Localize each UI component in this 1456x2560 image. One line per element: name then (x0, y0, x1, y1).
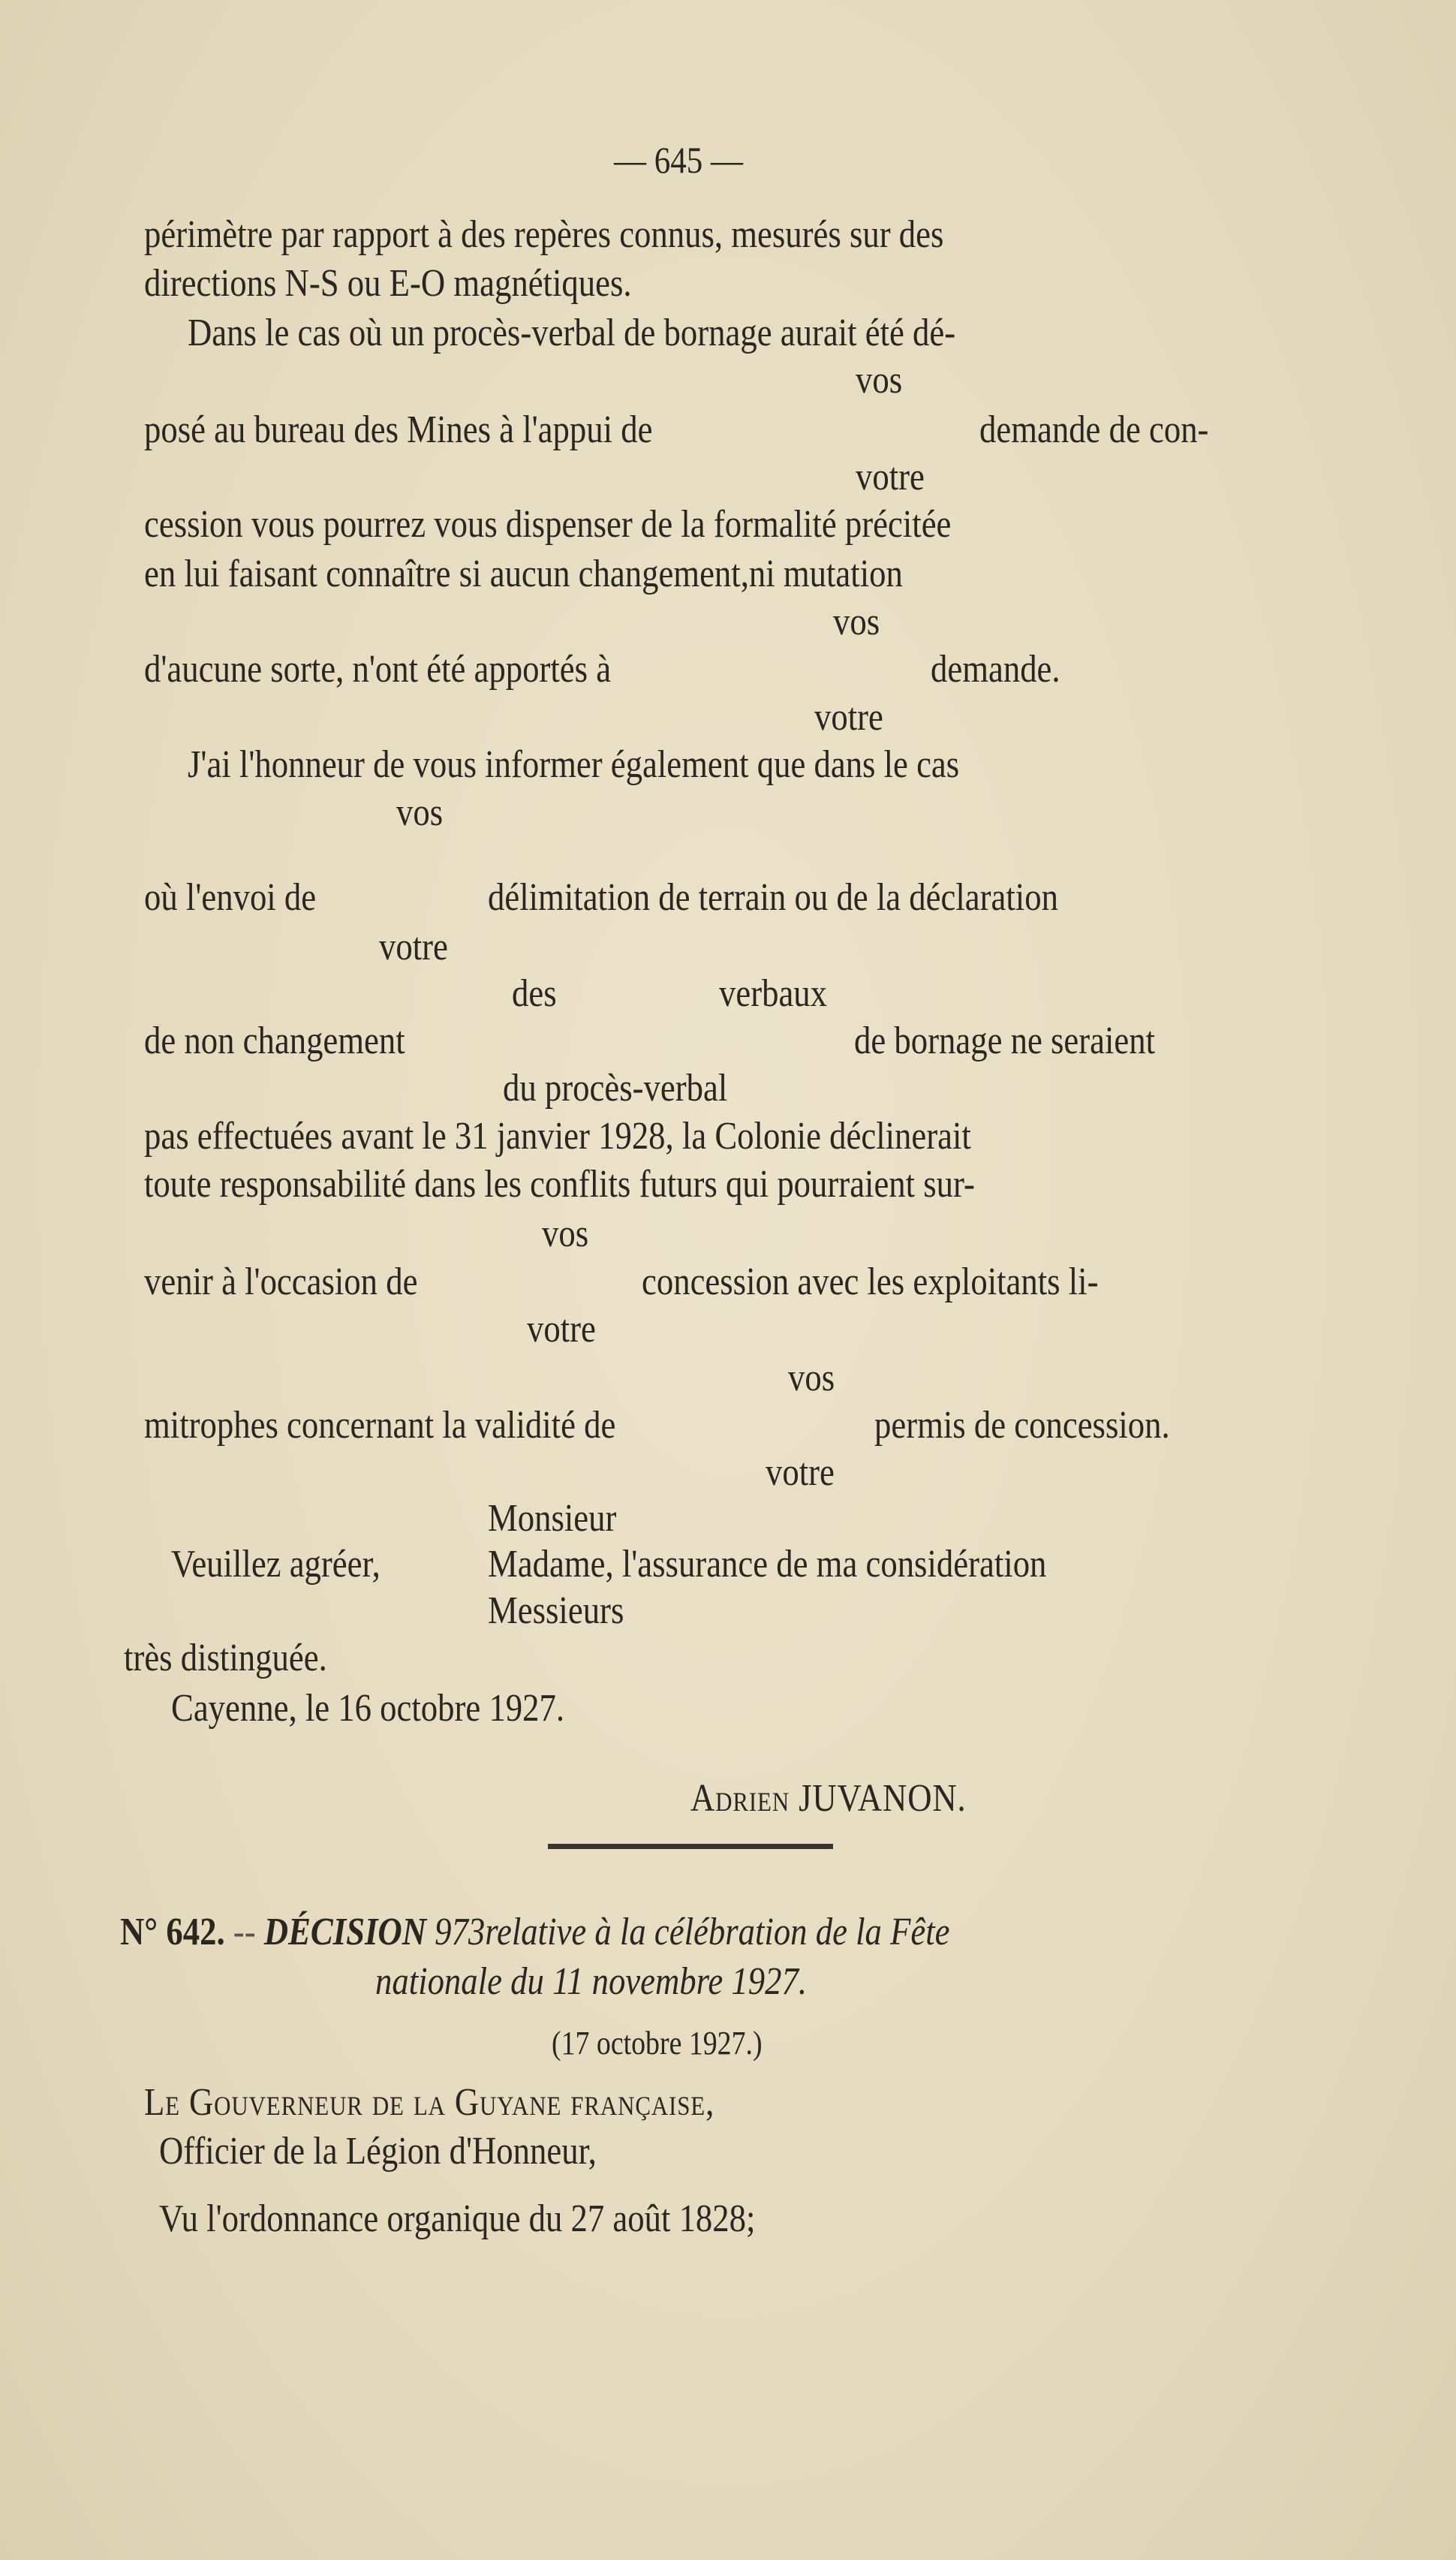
variant-singular: votre (766, 1451, 835, 1494)
heading-dash: -- (233, 1911, 256, 1953)
decision-title-line2: nationale du 11 novembre 1927. (375, 1960, 808, 2003)
decision-title-word: DÉCISION (263, 1911, 427, 1953)
decision-heading (120, 1913, 950, 1952)
variant-singular: votre (379, 926, 448, 968)
text-line: toute responsabilité dans les conflits futurs qui pourraient sur- (144, 1163, 975, 1206)
text-line-start: posé au bureau des Mines à l'appui de (144, 408, 653, 451)
date-line: Cayenne, le 16 octobre 1927. (171, 1687, 565, 1730)
text-line: Dans le cas où un procès-verbal de bornage aurait été dé- (188, 312, 956, 354)
variant-plural: vos (788, 1357, 835, 1399)
text-line-start: mitrophes concernant la validité de (144, 1404, 616, 1447)
text-line-start: venir à l'occasion de (144, 1260, 418, 1303)
text-line: cession vous pourrez vous dispenser de la formalité précitée (144, 503, 952, 546)
variant-plural: vos (396, 791, 444, 834)
variant-singular: votre (527, 1308, 596, 1351)
variant-plural: vos (542, 1212, 589, 1255)
text-line-start: où l'envoi de (144, 876, 317, 919)
variant-singular: du procès-verbal (503, 1067, 728, 1110)
decision-number: N° 642. (120, 1911, 225, 1953)
variant-monsieur: Monsieur (488, 1497, 617, 1540)
text-line-end: demande de con- (979, 408, 1209, 451)
text-line-end: permis de concession. (874, 1404, 1170, 1447)
text-line-start: de non changement (144, 1019, 405, 1062)
variant-plural: verbaux (719, 972, 828, 1015)
text-line-content: périmètre par rapport à des repères connus, mesurés sur des (144, 213, 944, 256)
text-line-end: délimitation de terrain ou de la déclaration (488, 876, 1058, 919)
decision-date: (17 octobre 1927.) (552, 2025, 763, 2062)
text-line-start: Veuillez agréer, (171, 1543, 381, 1586)
vu-line: Vu l'ordonnance organique du 27 août 1828; (159, 2197, 756, 2240)
text-line (144, 215, 1299, 254)
text-line: pas effectuées avant le 31 janvier 1928, la Colonie déclinerait (144, 1115, 971, 1158)
text-line-start: d'aucune sorte, n'ont été apportés à (144, 648, 612, 691)
governor-line: Le Gouverneur de la Guyane française, (144, 2081, 715, 2124)
variant-plural: vos (856, 359, 903, 402)
text-line: très distinguée. (124, 1637, 327, 1679)
section-divider (548, 1844, 833, 1849)
variant-singular: votre (814, 696, 883, 739)
text-line-end: de bornage ne seraient (854, 1019, 1156, 1062)
text-line: J'ai l'honneur de vous informer également que dans le cas (188, 743, 960, 786)
variant-singular: votre (856, 456, 925, 498)
text-line-end: demande. (931, 648, 1060, 691)
decision-title-rest: 973relative à la célébration de la Fête (435, 1911, 950, 1953)
text-line: en lui faisant connaître si aucun changement,ni mutation (144, 553, 903, 595)
variant-plural: vos (833, 601, 880, 643)
variant-plural: des (512, 972, 557, 1015)
text-line-end: concession avec les exploitants li- (642, 1260, 1099, 1303)
officer-line: Officier de la Légion d'Honneur, (159, 2130, 597, 2173)
text-line-end: Madame, l'assurance de ma considération (488, 1543, 1047, 1586)
signature: Adrien JUVANON. (690, 1777, 967, 1820)
page-number: — 645 — (614, 139, 743, 181)
variant-messieurs: Messieurs (488, 1589, 624, 1632)
text-line: directions N-S ou E-O magnétiques. (144, 262, 632, 305)
